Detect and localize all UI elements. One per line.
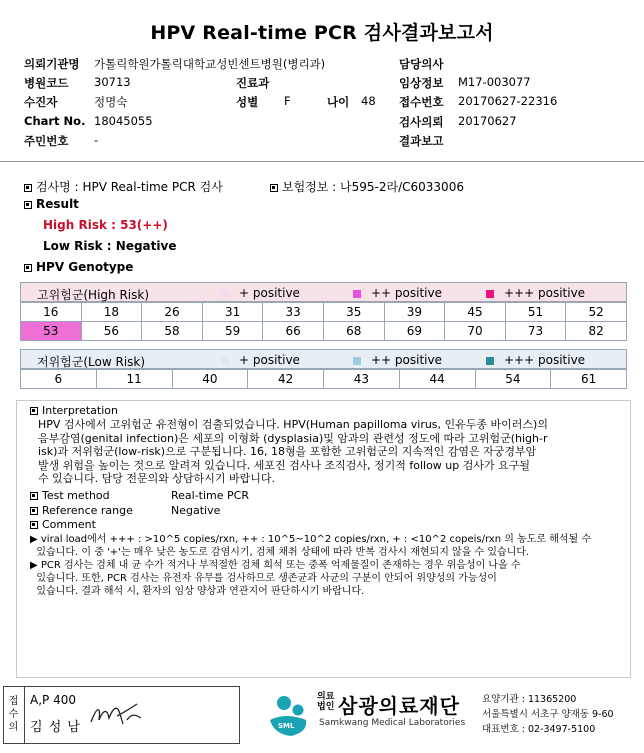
header-requester-value: 가톨릭학원가톨릭대학교성빈센트병원(병리과) (94, 57, 326, 71)
header-age-value: 48 (361, 94, 376, 108)
genotype-cell-68: 68 (323, 322, 384, 341)
header-requester: 의뢰기관명 (24, 57, 80, 71)
divider (0, 161, 644, 162)
genotype-cell-35: 35 (323, 303, 384, 322)
legend-plus3: +++ positive (486, 286, 585, 300)
low-risk-label: 저위험군(Low Risk) (37, 355, 146, 369)
interpretation-line: 발생 위험을 높이는 것으로 알려져 있습니다. 세포진 검사나 조직검사, 정기적 follow up 검사가 요구될 (38, 458, 531, 472)
legend-swatch-icon (486, 357, 494, 365)
genotype-cell-52: 52 (566, 303, 627, 322)
insurance-text: 보험정보 : 나595-2라/C6033006 (282, 180, 464, 194)
genotype-cell-82: 82 (566, 322, 627, 341)
low-risk-result: Low Risk : Negative (43, 239, 177, 253)
genotype-cell-69: 69 (384, 322, 445, 341)
stamp-label-cell (3, 686, 25, 744)
header-sex-value: F (284, 94, 291, 108)
bullet-icon (30, 407, 38, 415)
header-hospital-code-label: 병원코드 (24, 76, 69, 90)
bullet-icon (30, 507, 38, 515)
genotype-cell-16: 16 (21, 303, 82, 322)
legend-swatch-icon (221, 357, 229, 365)
interpretation-line: 수 있습니다. 담당 전문의와 상담하시기 바랍니다. (38, 472, 275, 485)
footer-physician: 김 성 남 (30, 720, 81, 735)
genotype-cell-43: 43 (324, 370, 400, 389)
stamp-label: 접 수 의 (8, 696, 19, 733)
header-doctor-label: 담당의사 (399, 57, 444, 71)
legend-swatch-icon (353, 290, 361, 298)
org-prefix: 의료 법인 (317, 692, 335, 712)
comment-line: 있습니다. 또한, PCR 검사는 유전자 유무를 검사하므로 생존균과 사균의 구분이 안되어 위양성의 가능성이 (30, 573, 497, 584)
comment-line: 있습니다. 이 중 '+'는 매우 낮은 농도로 감염시기, 검체 채취 상태에 따라 반복 검사시 재현되지 않을 수 있습니다. (30, 547, 530, 558)
bullet-icon (30, 521, 38, 529)
genotype-cell-11: 11 (96, 370, 172, 389)
high-risk-result: High Risk : 53(++) (43, 218, 168, 232)
reference-range-label: Reference range (30, 504, 133, 518)
header-report-label: 결과보고 (399, 134, 444, 148)
interpretation-text (38, 418, 548, 486)
genotype-cell-58: 58 (142, 322, 203, 341)
high-risk-label: 고위험군(High Risk) (37, 288, 149, 302)
header-rrn-label: 주민번호 (24, 134, 69, 148)
signature-icon (87, 700, 147, 730)
header-rrn-value: - (94, 133, 99, 147)
genotype-cell-40: 40 (172, 370, 248, 389)
test-method-label: Test method (30, 489, 110, 503)
interpretation-heading: Interpretation (30, 404, 118, 418)
genotype-cell-66: 66 (263, 322, 324, 341)
interpretation-line: HPV 검사에서 고위험군 유전형이 검출되었습니다. HPV(Human papilloma virus, 인유두종 바이러스)의 (38, 418, 548, 431)
genotype-cell-39: 39 (384, 303, 445, 322)
bullet-icon (30, 492, 38, 500)
genotype-cell-18: 18 (81, 303, 142, 322)
genotype-cell-51: 51 (505, 303, 566, 322)
footer-code: A,P 400 (30, 693, 76, 707)
genotype-cell-42: 42 (248, 370, 324, 389)
header-chart-label: Chart No. (24, 114, 86, 128)
header-receipt-value: 20170627-22316 (458, 94, 558, 108)
genotype-cell-70: 70 (445, 322, 506, 341)
genotype-heading-text: HPV Genotype (36, 260, 134, 274)
legend-low-plus: + positive (221, 353, 300, 367)
sml-logo-icon (266, 690, 316, 740)
genotype-cell-73: 73 (505, 322, 566, 341)
genotype-cell-26: 26 (142, 303, 203, 322)
legend-swatch-icon (221, 290, 229, 298)
legend-low-plus2: ++ positive (353, 353, 442, 367)
interpretation-line: 음부감염(genital infection)은 세포의 이형화 (dysplasia)및 암과의 관련성 정도에 따라 고위험군(high-r (38, 431, 548, 445)
low-risk-table (20, 369, 627, 389)
header-request-value: 20170627 (458, 114, 517, 128)
comment-text (30, 533, 591, 598)
reference-range-value: Negative (171, 504, 221, 517)
test-name (24, 178, 223, 195)
bullet-icon (24, 264, 32, 272)
bullet-icon (24, 201, 32, 209)
header-patient-value: 정명숙 (94, 95, 128, 109)
interpretation-line: isk)과 저위험군(low-risk)으로 구분됩니다. 16, 18형을 포함한 고위험군의 지속적인 감염은 자궁경부암 (38, 445, 537, 458)
header-dept-label: 진료과 (236, 76, 270, 90)
org-info (482, 692, 614, 737)
header-chart-value: 18045055 (94, 114, 153, 128)
genotype-cell-53: 53 (21, 322, 82, 341)
header-clinical-value: M17-003077 (458, 75, 531, 89)
report-title: HPV Real-time PCR 검사결과보고서 (150, 22, 494, 44)
test-method-value: Real-time PCR (171, 489, 249, 502)
header-clinical-label: 임상정보 (399, 76, 444, 90)
result-heading (24, 197, 79, 211)
genotype-row (21, 322, 627, 341)
header-age-label: 나이 (327, 95, 350, 109)
legend-swatch-icon (353, 357, 361, 365)
org-name: 삼광의료재단 (338, 694, 460, 718)
org-english: Samkwang Medical Laboratories (319, 718, 466, 728)
genotype-cell-44: 44 (399, 370, 475, 389)
header-hospital-code-value: 30713 (94, 75, 131, 89)
header-sex-label: 성별 (236, 95, 259, 109)
header-request-label: 검사의뢰 (399, 115, 444, 129)
genotype-row (21, 370, 627, 389)
comment-line: ▶ viral load에서 +++ : >10^5 copies/rxn, ++ : 10^5~10^2 copies/rxn, + : <10^2 copeis/rxn 의 농도로 해석될 수 (30, 534, 592, 545)
genotype-cell-33: 33 (263, 303, 324, 322)
high-risk-table (20, 302, 627, 341)
org-info-line: 요양기관 : 11365200 (482, 694, 577, 705)
low-risk-header (20, 349, 627, 369)
genotype-cell-59: 59 (202, 322, 263, 341)
genotype-cell-45: 45 (445, 303, 506, 322)
genotype-heading (24, 260, 133, 274)
header-receipt-label: 접수번호 (399, 95, 444, 109)
comment-line: 있습니다. 결과 해석 시, 환자의 임상 양상과 연관지어 판단하시기 바랍니다. (30, 586, 365, 597)
legend-swatch-icon (486, 290, 494, 298)
genotype-cell-31: 31 (202, 303, 263, 322)
genotype-cell-61: 61 (551, 370, 627, 389)
genotype-cell-54: 54 (475, 370, 551, 389)
svg-text:SML: SML (278, 722, 295, 730)
header-patient-label: 수진자 (24, 95, 58, 109)
comment-heading: Comment (30, 518, 96, 532)
genotype-cell-56: 56 (81, 322, 142, 341)
bullet-icon (270, 184, 278, 192)
insurance-info (270, 178, 464, 195)
bullet-icon (24, 184, 32, 192)
result-heading-text: Result (36, 197, 79, 211)
legend-plus: + positive (221, 286, 300, 300)
legend-low-plus3: +++ positive (486, 353, 585, 367)
org-info-line: 서울특별시 서초구 양재동 9-60 (482, 709, 614, 720)
org-info-line: 대표번호 : 02-3497-5100 (482, 724, 596, 735)
test-name-text: 검사명 : HPV Real-time PCR 검사 (36, 180, 223, 194)
high-risk-header (20, 282, 627, 302)
comment-line: ▶ PCR 검사는 검체 내 균 수가 적거나 부적절한 검체 희석 또는 중폭 억제물질이 존재하는 경우 위음성이 나올 수 (30, 560, 521, 571)
legend-plus2: ++ positive (353, 286, 442, 300)
genotype-cell-6: 6 (21, 370, 97, 389)
genotype-row (21, 303, 627, 322)
